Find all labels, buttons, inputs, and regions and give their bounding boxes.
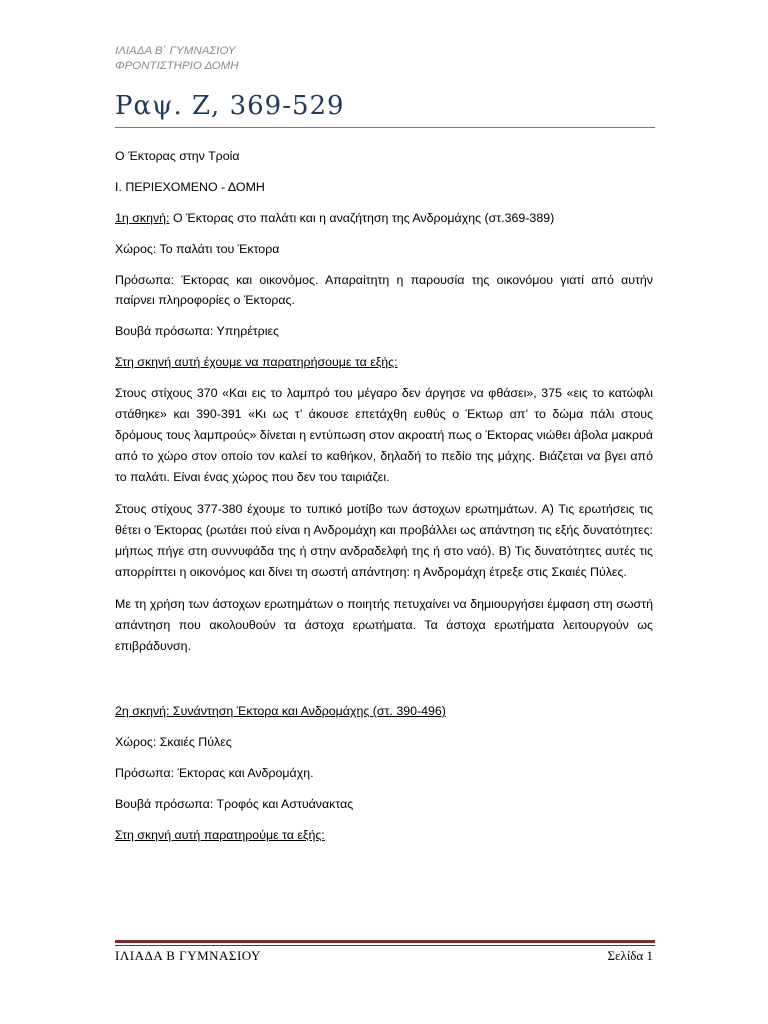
scene1-paragraph-2: Στους στίχους 377-380 έχουμε το τυπικό μοτίβο των άστοχων ερωτημάτων. Α) Τις ερωτήσεις τις θέτει ο Έκτορας (ρωτάει πού είναι η Ανδρομάχη και προβάλλει ως απάντηση τις εξής δυνατότητες: μήπως πήγε στη συννυφάδα της ή στην ανδραδελφή της ή στο ναό). Β) Τις δυνατότητες αυτές τις απορρίπτει η οικονόμος και δίνει τη σωστή απάντηση: η Ανδρομάχη έτρεξε στις Σκαιές Πύλες. <box>115 502 653 579</box>
footer-left-text: ΙΛΙΑΔΑ Β ΓΥΜΝΑΣΙΟΥ <box>115 948 261 963</box>
scene1-observe <box>115 352 653 372</box>
scene1-paragraph-1: Στους στίχους 370 «Και εις το λαμπρό του μέγαρο δεν άργησε να φθάσει», 375 «εις το κατώφλι στάθηκε» και 390-391 «Κι ως τ’ άκουσε επετάχθη ευθύς ο Έκτωρ απ’ το δώμα πάλι στους δρόμους τους λαμπρούς» δίνεται η εντύπωση στον ακροατή πως ο Έκτορας νιώθει άβολα μακρυά από το χώρο στον οποίο τον καλεί το καθήκον, δηλαδή το πεδίο της μάχης. Βιάζεται να βγει από το παλάτι. Είναι ένας χώρος που δεν του ταιριάζει. <box>115 386 653 484</box>
section-heading: Ι. ΠΕΡΙΕΧΟΜΕΝΟ - ΔΟΜΗ <box>115 180 265 194</box>
scene2-heading <box>115 701 653 721</box>
header-line-2: ΦΡΟΝΤΙΣΤΗΡΙΟ ΔΟΜΗ <box>115 60 239 72</box>
scene2-heading-text: 2η σκηνή: Συνάντηση Έκτορα και Ανδρομάχης (στ. 390-496) <box>115 704 446 718</box>
page-header <box>115 44 655 74</box>
section-spacer <box>115 668 653 701</box>
scene2-place: Χώρος: Σκαιές Πύλες <box>115 735 232 749</box>
scene1-persons: Πρόσωπα: Έκτορας και οικονόμος. Απαραίτητη η παρουσία της οικονόμου γιατί από αυτήν παίρνει πληροφορίες ο Έκτορας. <box>115 273 653 307</box>
scene1-heading <box>115 208 653 228</box>
scene1-title: Ο Έκτορας στο παλάτι και η αναζήτηση της Ανδρομάχης (στ.369-389) <box>169 211 555 225</box>
document-title: Ραψ. Ζ, 369-529 <box>115 91 345 121</box>
scene1-label: 1η σκηνή: <box>115 211 170 225</box>
scene1-place: Χώρος: Το παλάτι του Έκτορα <box>115 242 280 256</box>
scene1-mute-persons: Βουβά πρόσωπα: Υπηρέτριες <box>115 324 279 338</box>
title-underline <box>115 127 655 128</box>
scene2-mute-persons: Βουβά πρόσωπα: Τροφός και Αστυάνακτας <box>115 797 354 811</box>
subtitle: Ο Έκτορας στην Τροία <box>115 149 240 163</box>
header-line-1: ΙΛΙΑΔΑ Β΄ ΓΥΜΝΑΣΙΟΥ <box>115 45 236 57</box>
scene2-persons: Πρόσωπα: Έκτορας και Ανδρομάχη. <box>115 766 314 780</box>
scene2-observe <box>115 825 653 845</box>
scene2-observe-text: Στη σκηνή αυτή παρατηρούμε τα εξής: <box>115 828 325 842</box>
scene1-observe-text: Στη σκηνή αυτή έχουμε να παρατηρήσουμε τα εξής: <box>115 355 398 369</box>
footer-rule-thick <box>115 940 655 943</box>
document-body <box>115 146 653 856</box>
footer-page-number: Σελίδα 1 <box>607 948 653 963</box>
footer-rule-thin <box>115 945 655 946</box>
scene1-paragraph-3: Με τη χρήση των άστοχων ερωτημάτων ο ποιητής πετυχαίνει να δημιουργήσει έμφαση στη σωστή απάντηση που ακολουθούν τα άστοχα ερωτήματα. Τα άστοχα ερωτήματα λειτουργούν ως επιβράδυνση. <box>115 597 653 653</box>
